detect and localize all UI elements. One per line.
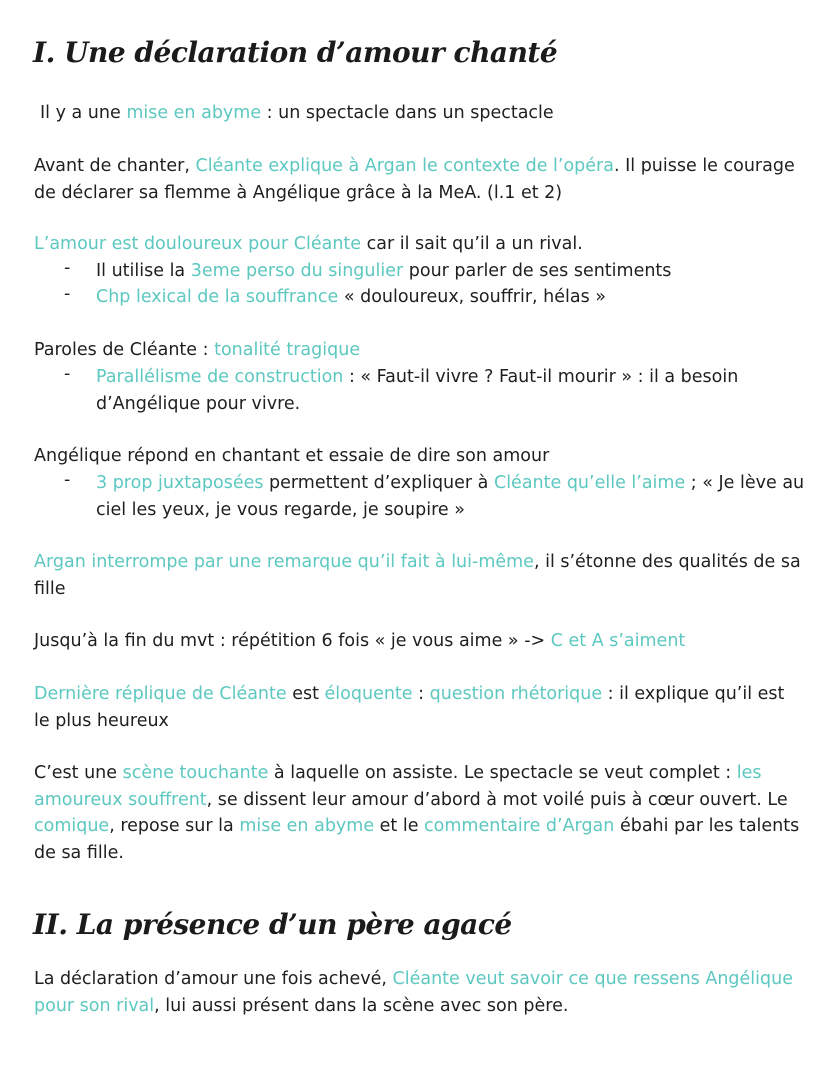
text-span [34,993,804,1020]
text-span [34,231,804,258]
paragraph-avant-de-chanter [34,153,804,206]
text-span [34,966,804,993]
highlighted-text: mise en abyme [239,816,375,836]
text-span: : « Faut-il vivre ? Faut-il mourir » : il a besoin [343,367,739,387]
paragraph-amour-douloureux [34,231,804,258]
text-span: Il utilise la [96,261,191,281]
text-span [34,549,804,576]
text-span: Paroles de Cléante : [34,340,215,360]
highlighted-text: C et A s’aiment [550,631,686,651]
text-span: est [286,684,325,704]
paragraph-jusqua-la-fin [34,628,804,655]
text-span: Jusqu’à la fin du mvt : répétition 6 fois « je vous aime » -> [34,631,551,651]
bullet-dash: - [64,364,71,384]
text-span: pour parler de ses sentiments [403,261,672,281]
text-span: C’est une [34,763,123,783]
text-span: permettent d’expliquer à [263,473,494,493]
text-span: ciel les yeux, je vous regarde, je soupire » [96,499,465,520]
text-span [34,337,804,364]
highlighted-text: 3 prop juxtaposées [96,473,264,493]
text-span: d’Angélique pour vivre. [96,393,301,414]
highlighted-text: commentaire d’Argan [424,816,615,836]
text-span: de sa fille. [34,842,124,863]
text-span: le plus heureux [34,710,169,731]
text-span [34,813,804,840]
text-span: , lui aussi présent dans la scène avec son père. [154,995,569,1016]
text-span [34,153,804,180]
highlighted-text: mise en abyme [126,103,262,123]
bullet-dash: - [64,258,71,278]
highlighted-text: Cléante veut savoir ce que ressens Angélique [392,969,793,989]
highlighted-text: pour son rival [34,995,155,1016]
text-span: , repose sur la [109,816,240,836]
highlighted-text: Parallélisme de construction [96,367,344,387]
bullet-item [96,470,806,523]
paragraph-derniere-replique [34,681,804,734]
text-span: ; « Je lève au [685,473,805,493]
highlighted-text: amoureux souffrent [34,789,207,810]
paragraph-angelique-repond [34,443,804,470]
text-span: fille [34,578,66,599]
highlighted-text: éloquente [324,684,413,704]
text-span: : un spectacle dans un spectacle [261,103,554,123]
highlighted-text: L’amour est douloureux pour Cléante [34,234,362,254]
bullet-dash: - [64,284,71,304]
text-span: Avant de chanter, [34,156,196,176]
text-span: : il explique qu’il est [602,684,785,704]
paragraph-declaration-achevee [34,966,804,1019]
text-span: , il s’étonne des qualités de sa [533,552,801,572]
highlighted-text: les [736,763,762,783]
text-span: et le [374,816,425,836]
text-span: : [412,684,430,704]
paragraph-paroles-cleante [34,337,804,364]
bullet-dash: - [64,470,71,490]
text-span: ébahi par les talents [614,816,800,836]
paragraph-conclusion [34,760,804,866]
text-span: La déclaration d’amour une fois achevé, [34,969,393,989]
text-span: de déclarer sa flemme à Angélique grâce à la MeA. (l.1 et 2) [34,182,563,203]
highlighted-text: Cléante explique à Argan le contexte de l’opéra [195,156,614,176]
highlighted-text: scène touchante [122,763,269,783]
paragraph-argan-interrompe [34,549,804,602]
section-1-title: I. Une déclaration d’amour chanté [33,36,558,69]
highlighted-text: Cléante qu’elle l’aime [493,473,686,493]
text-span [34,681,804,708]
highlighted-text: Argan interrompe par une remarque qu’il fait à lui-même [34,552,534,572]
text-span [34,787,804,814]
text-span: à laquelle on assiste. Le spectacle se veut complet : [268,763,737,783]
highlighted-text: 3eme perso du singulier [190,261,404,281]
bullet-item [96,258,806,285]
text-span: Angélique répond en chantant et essaie de dire son amour [34,446,550,466]
bullet-item [96,364,806,417]
text-span [34,760,804,787]
text-span: car il sait qu’il a un rival. [361,234,583,254]
highlighted-text: Chp lexical de la souffrance [96,287,339,307]
text-span: , se dissent leur amour d’abord à mot voilé puis à cœur ouvert. Le [206,789,788,810]
highlighted-text: tonalité tragique [214,340,361,360]
highlighted-text: Dernière réplique de Cléante [34,684,287,704]
text-span: Il y a une [40,103,127,123]
bullet-item [96,284,806,311]
highlighted-text: question rhétorique [429,684,603,704]
highlighted-text: comique [34,816,110,836]
text-span: . Il puisse le courage [613,156,795,176]
paragraph-mise-en-abyme [40,100,810,127]
section-2-title: II. La présence d’un père agacé [33,908,512,941]
text-span: « douloureux, souffrir, hélas » [338,287,606,307]
